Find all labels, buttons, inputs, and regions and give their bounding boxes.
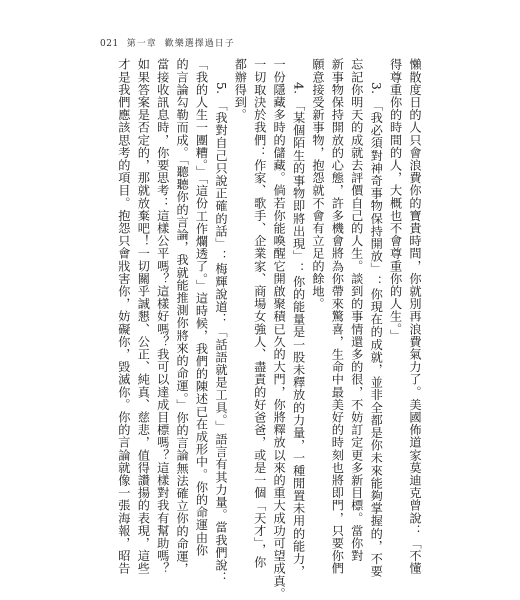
text-line: 都辦得到。 bbox=[233, 58, 248, 121]
running-header bbox=[100, 36, 235, 49]
text-line: 一切取決於我們：作家、歌手、企業家、商場女強人、盡責的好爸爸，或是一個「天才」，你 bbox=[252, 58, 267, 569]
text-line: 「我的人生一團糟。」「這份工作爛透了。」這時候，我們的陳述已在成形中。你的命運由你 bbox=[194, 58, 209, 557]
page-number: 021 bbox=[100, 39, 119, 49]
book-title: 歡樂選擇過日子 bbox=[164, 39, 235, 49]
text-line: 忘記你明天的成就去評價自己的人生。談到的事情還多的很，不妨訂定更多新目標。當你對 bbox=[349, 58, 364, 562]
text-line: 得尊重你的時間的人，大概也不會尊重你的人生。」 bbox=[388, 58, 403, 342]
text-line: 5. 「我對自己只說正確的話」：梅輝說道：「話語就是工具。」語言有其力量。當我們說： bbox=[213, 82, 228, 585]
text-line: 才是我們應該思考的項目。抱怨只會戕害你，妨礙你，毀滅你。你的言論就像一張海報，昭告 bbox=[116, 58, 131, 575]
text-line: 願意接受新事物，抱怨就不會有立足的餘地。 bbox=[310, 58, 325, 310]
text-line: 的言論勾勒而成。「聽聽你的言論，我就能推測你將來的命運。」你的言論無法確立你的命運， bbox=[175, 58, 190, 575]
text-line: 懶散度日的人只會浪費你的寶貴時間，你就別再浪費氣力了。美國佈道家莫迪克曾說：「不懂 bbox=[408, 58, 422, 575]
text-line: 新事物保持開放的心態，許多機會將為你帶來驚喜，生命中最美好的時刻也將即門，只要你們 bbox=[330, 58, 345, 575]
text-line: 一份隱藏多時的儲藏。倘若你能喚醒它開啟聚積已久的大門，你將釋放以來的重大成功可望成真。 bbox=[272, 58, 287, 600]
text-line: 當接收訊息時，你要思考：這樣公平嗎？這樣好嗎？我可以達成目標嗎？這樣對我有幫助嗎？ bbox=[155, 58, 170, 575]
chapter-label: 第一章 bbox=[126, 39, 157, 49]
body-text bbox=[114, 58, 425, 600]
text-line: 4. 「某個陌生的事物即將出現」：你的能量是一股未釋放的力量，一種閒置未用的能力， bbox=[291, 82, 306, 578]
text-line: 3. 「我必須對神奇事物保持開放」：你現在的成就，並非全都是你未來能夠掌握的，不要 bbox=[369, 82, 384, 578]
text-line: 如果答案是否定的，那就放棄吧！一切關乎誠懇、公正、純真、慈悲，值得讚揚的表現，這些 bbox=[136, 58, 151, 575]
